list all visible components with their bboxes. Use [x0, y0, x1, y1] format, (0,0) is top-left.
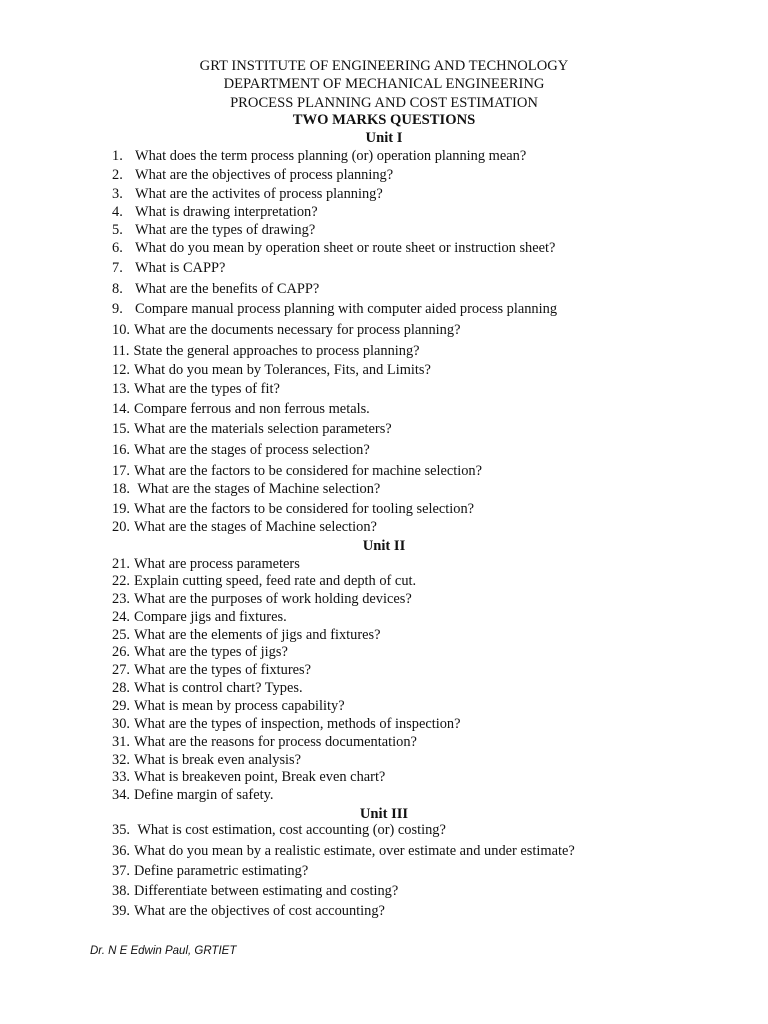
question-text: What is breakeven point, Break even chart? — [134, 769, 386, 785]
question-item — [112, 697, 345, 715]
question-text: What is control chart? Types. — [134, 680, 303, 696]
question-item — [112, 572, 416, 590]
question-text: What is cost estimation, cost accounting (or) costing? — [134, 822, 446, 838]
question-text: What are the materials selection parameters? — [134, 421, 392, 437]
question-item — [112, 518, 377, 536]
question-number: 30. — [112, 716, 130, 732]
question-number: 14. — [112, 401, 130, 417]
question-item — [112, 221, 315, 239]
question-number: 20. — [112, 519, 130, 535]
question-item — [112, 441, 370, 459]
question-item — [112, 643, 288, 661]
question-item — [112, 786, 273, 804]
question-number: 6. — [112, 240, 123, 256]
question-item — [112, 608, 287, 626]
question-number: 25. — [112, 627, 130, 643]
question-number: 33. — [112, 769, 130, 785]
question-text: What do you mean by operation sheet or route sheet or instruction sheet? — [135, 240, 556, 256]
question-text: What are process parameters — [134, 556, 300, 572]
question-text: Differentiate between estimating and costing? — [134, 883, 399, 899]
question-number: 13. — [112, 381, 130, 397]
institute-name: GRT INSTITUTE OF ENGINEERING AND TECHNOLOGY — [199, 58, 569, 74]
question-number: 24. — [112, 609, 130, 625]
question-number: 11. — [112, 343, 130, 359]
question-text: State the general approaches to process planning? — [133, 343, 420, 359]
question-text: Explain cutting speed, feed rate and depth of cut. — [134, 573, 417, 589]
question-text: What does the term process planning (or) operation planning mean? — [135, 148, 527, 164]
question-item — [112, 462, 482, 480]
question-number: 8. — [112, 281, 123, 297]
question-number: 15. — [112, 421, 130, 437]
question-number: 31. — [112, 734, 130, 750]
question-text: What are the stages of Machine selection? — [134, 481, 381, 497]
question-text: What do you mean by a realistic estimate, over estimate and under estimate? — [134, 843, 575, 859]
question-text: What is break even analysis? — [134, 752, 302, 768]
question-text: What do you mean by Tolerances, Fits, and Limits? — [134, 362, 431, 378]
subject-title: PROCESS PLANNING AND COST ESTIMATION — [230, 95, 538, 111]
question-number: 39. — [112, 903, 130, 919]
question-item — [112, 185, 383, 203]
unit-heading: Unit II — [362, 538, 406, 554]
question-item — [112, 361, 431, 379]
question-text: What are the benefits of CAPP? — [135, 281, 320, 297]
question-item — [112, 480, 380, 498]
question-number: 36. — [112, 843, 130, 859]
question-item — [112, 500, 474, 518]
question-number: 18. — [112, 481, 130, 497]
question-item — [112, 733, 417, 751]
question-text: What are the reasons for process documentation? — [134, 734, 417, 750]
question-text: What are the activites of process planning? — [135, 186, 383, 202]
question-text: What are the factors to be considered for machine selection? — [134, 463, 483, 479]
question-number: 19. — [112, 501, 130, 517]
question-text: What are the stages of process selection? — [134, 442, 370, 458]
question-number: 28. — [112, 680, 130, 696]
question-item — [112, 166, 393, 184]
question-number: 23. — [112, 591, 130, 607]
question-item — [112, 679, 303, 697]
document-title: TWO MARKS QUESTIONS — [292, 112, 476, 128]
question-item — [112, 626, 381, 644]
question-text: What are the stages of Machine selection? — [134, 519, 377, 535]
question-item — [112, 239, 555, 257]
question-item — [112, 751, 301, 769]
question-text: Define parametric estimating? — [134, 863, 309, 879]
question-number: 21. — [112, 556, 130, 572]
question-number: 3. — [112, 186, 123, 202]
question-number: 32. — [112, 752, 130, 768]
question-number: 2. — [112, 167, 123, 183]
question-text: Compare manual process planning with computer aided process planning — [135, 301, 558, 317]
question-number: 4. — [112, 204, 123, 220]
question-text: What are the objectives of process planning? — [135, 167, 394, 183]
question-item — [112, 280, 319, 298]
question-text: What are the types of drawing? — [135, 222, 316, 238]
question-text: What are the factors to be considered for tooling selection? — [134, 501, 475, 517]
question-item — [112, 715, 461, 733]
question-number: 16. — [112, 442, 130, 458]
question-item — [112, 842, 575, 860]
footer-author: Dr. N E Edwin Paul, GRTIET — [90, 945, 237, 957]
question-text: What are the purposes of work holding devices? — [134, 591, 412, 607]
question-number: 34. — [112, 787, 130, 803]
question-number: 38. — [112, 883, 130, 899]
question-number: 10. — [112, 322, 130, 338]
question-item — [112, 882, 398, 900]
question-number: 17. — [112, 463, 130, 479]
question-number: 22. — [112, 573, 130, 589]
question-number: 27. — [112, 662, 130, 678]
question-item — [112, 420, 392, 438]
question-text: What are the elements of jigs and fixtures? — [134, 627, 381, 643]
question-number: 7. — [112, 260, 123, 276]
question-text: Compare ferrous and non ferrous metals. — [134, 401, 370, 417]
question-number: 9. — [112, 301, 123, 317]
question-text: What are the types of inspection, methods of inspection? — [134, 716, 461, 732]
question-text: What is CAPP? — [135, 260, 226, 276]
question-text: What are the types of jigs? — [134, 644, 288, 660]
question-item — [112, 203, 318, 221]
question-item — [112, 862, 308, 880]
question-item — [112, 300, 557, 318]
department-name: DEPARTMENT OF MECHANICAL ENGINEERING — [223, 76, 545, 92]
question-number: 1. — [112, 148, 123, 164]
question-text: What is mean by process capability? — [134, 698, 345, 714]
question-number: 37. — [112, 863, 130, 879]
question-item — [112, 661, 311, 679]
question-item — [112, 555, 300, 573]
question-item — [112, 380, 280, 398]
unit-heading: Unit III — [359, 806, 409, 822]
question-item — [112, 768, 385, 786]
question-item — [112, 259, 225, 277]
question-number: 29. — [112, 698, 130, 714]
question-item — [112, 400, 370, 418]
question-item — [112, 342, 420, 360]
question-number: 12. — [112, 362, 130, 378]
question-number: 35. — [112, 822, 130, 838]
question-item — [112, 821, 446, 839]
question-text: Define margin of safety. — [134, 787, 274, 803]
question-text: What are the types of fit? — [134, 381, 280, 397]
question-text: What are the types of fixtures? — [134, 662, 312, 678]
unit-heading: Unit I — [365, 130, 403, 146]
question-text: What are the documents necessary for process planning? — [134, 322, 461, 338]
question-number: 5. — [112, 222, 123, 238]
question-item — [112, 147, 526, 165]
question-number: 26. — [112, 644, 130, 660]
question-text: Compare jigs and fixtures. — [134, 609, 287, 625]
question-text: What are the objectives of cost accounting? — [134, 903, 385, 919]
question-item — [112, 590, 412, 608]
question-item — [112, 902, 385, 920]
question-item — [112, 321, 460, 339]
question-text: What is drawing interpretation? — [135, 204, 318, 220]
